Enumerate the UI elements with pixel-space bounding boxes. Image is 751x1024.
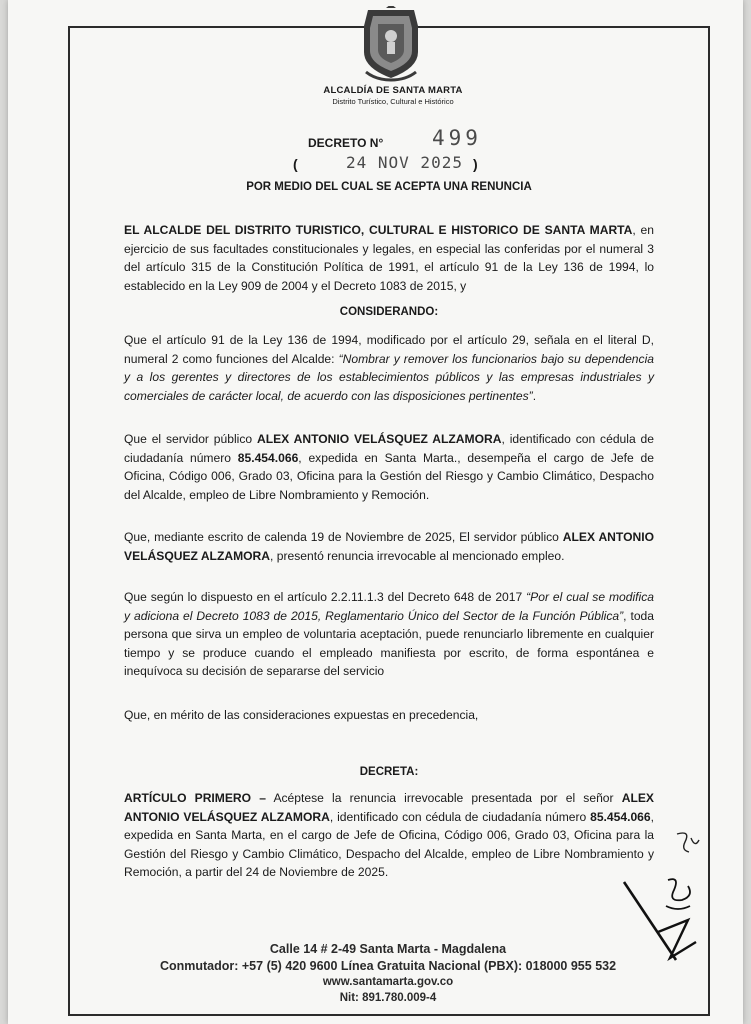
- considerando-paragraph-3: [124, 528, 654, 565]
- p4-text-b: , toda persona que sirva un empleo de voluntaria aceptación, puede renunciarlo libremente en cualquier tiempo y se produce cuando el empleado manifiesta por escrito, de forma espontánea e inequívoca su decisión de separarse del servicio: [124, 608, 654, 679]
- decree-label: DECRETO N°: [308, 136, 384, 150]
- art1-text-c: , expedida en Santa Marta, en el cargo de Jefe de Oficina, Código 006, Grado 03, Oficina para la Gestión del Riesgo y Cambio Climático, Despacho del Alcalde, empleo de Libre Nombramiento y Remoción, a partir del 24 de Noviembre de 2025.: [124, 809, 654, 880]
- art1-text-b: , identificado con cédula de ciudadanía número: [329, 809, 591, 824]
- handwritten-initials-icon: [673, 828, 703, 860]
- p1-text: Que el artículo 91 de la Ley 136 de 1994, modificado por el artículo 29, señala en el literal D, numeral 2 como funciones del Alcalde:: [124, 333, 654, 366]
- considerando-heading: CONSIDERANDO:: [339, 306, 439, 318]
- p3-text-a: Que, mediante escrito de calenda 19 de Noviembre de 2025, El servidor público: [124, 530, 563, 544]
- decree-number: 499: [432, 126, 482, 150]
- entity-name: ALCALDÍA DE SANTA MARTA: [323, 85, 463, 96]
- p1-quote: “Nombrar y remover los funcionarios bajo su dependencia y a los gerentes y directores de los establecimientos públicos y las empresas industriales y comerciales de carácter local, de acuerdo con las disposiciones pertinentes”: [124, 351, 654, 403]
- footer-nit: Nit: 891.780.009-4: [339, 992, 437, 1004]
- preamble-authority: EL ALCALDE DEL DISTRITO TURISTICO, CULTURAL E HISTORICO DE SANTA MARTA: [124, 223, 633, 237]
- considerando-paragraph-5: Que, en mérito de las consideraciones expuestas en precedencia,: [124, 708, 479, 722]
- considerando-paragraph-4: [124, 588, 654, 681]
- preamble-paragraph: [124, 221, 654, 295]
- footer-website: www.santamarta.gov.co: [322, 976, 454, 988]
- article-one-label: ARTÍCULO PRIMERO –: [124, 791, 266, 805]
- article-one-paragraph: [124, 789, 654, 882]
- p2-person-name: ALEX ANTONIO VELÁSQUEZ ALZAMORA: [256, 432, 502, 446]
- handwritten-signature-icon: [618, 872, 698, 972]
- p3-person-name: ALEX ANTONIO VELÁSQUEZ ALZAMORA: [124, 530, 654, 563]
- considerando-paragraph-1: [124, 331, 654, 405]
- paren-close: ): [473, 156, 478, 172]
- art1-person-name: ALEX ANTONIO VELÁSQUEZ ALZAMORA: [124, 791, 654, 824]
- p3-text-b: , presentó renuncia irrevocable al mencionado empleo.: [270, 548, 565, 563]
- p1-end: .: [532, 388, 537, 403]
- art1-id-number: 85.454.066: [590, 809, 651, 824]
- decree-date: 24 NOV 2025: [346, 153, 463, 172]
- p2-text-c: , expedida en Santa Marta., desempeña el cargo de Jefe de Oficina, Código 006, Grado 03, Oficina para la Gestión del Riesgo y Cambio Climático, Despacho del Alcalde, empleo de Libre Nombramiento y Remoción.: [124, 450, 654, 502]
- footer-phones: Conmutador: +57 (5) 420 9600 Línea Gratuita Nacional (PBX): 018000 955 532: [159, 959, 617, 973]
- decreta-heading: DECRETA:: [359, 766, 419, 778]
- considerando-paragraph-2: [124, 430, 654, 504]
- document-page: [8, 0, 743, 1024]
- p4-quote: “Por el cual se modifica y adiciona el Decreto 1083 de 2015, Reglamentario Único del Sector de la Función Pública”: [124, 590, 654, 623]
- p2-text-a: Que el servidor público: [124, 432, 257, 446]
- p2-id-number: 85.454.066: [237, 450, 299, 465]
- p2-text-b: , identificado con cédula de ciudadanía número: [124, 432, 654, 465]
- city-crest-icon: [356, 6, 426, 82]
- paren-open: (: [293, 156, 298, 172]
- decree-subject: POR MEDIO DEL CUAL SE ACEPTA UNA RENUNCIA: [246, 181, 532, 193]
- entity-subtitle: Distrito Turístico, Cultural e Histórico: [332, 97, 454, 106]
- art1-text-a: Acéptese la renuncia irrevocable presentada por el señor: [265, 791, 622, 805]
- preamble-text: , en ejercicio de sus facultades constitucionales y legales, en especial las conferidas por el numeral 3 del artículo 315 de la Constitución Política de 1991, el artículo 91 de la Ley 136 de 1994, lo establecido en la Ley 909 de 2004 y el Decreto 1083 de 2015, y: [124, 223, 654, 293]
- footer-address: Calle 14 # 2-49 Santa Marta - Magdalena: [269, 942, 507, 956]
- p4-text-a: Que según lo dispuesto en el artículo 2.2.11.1.3 del Decreto 648 de 2017: [124, 590, 527, 604]
